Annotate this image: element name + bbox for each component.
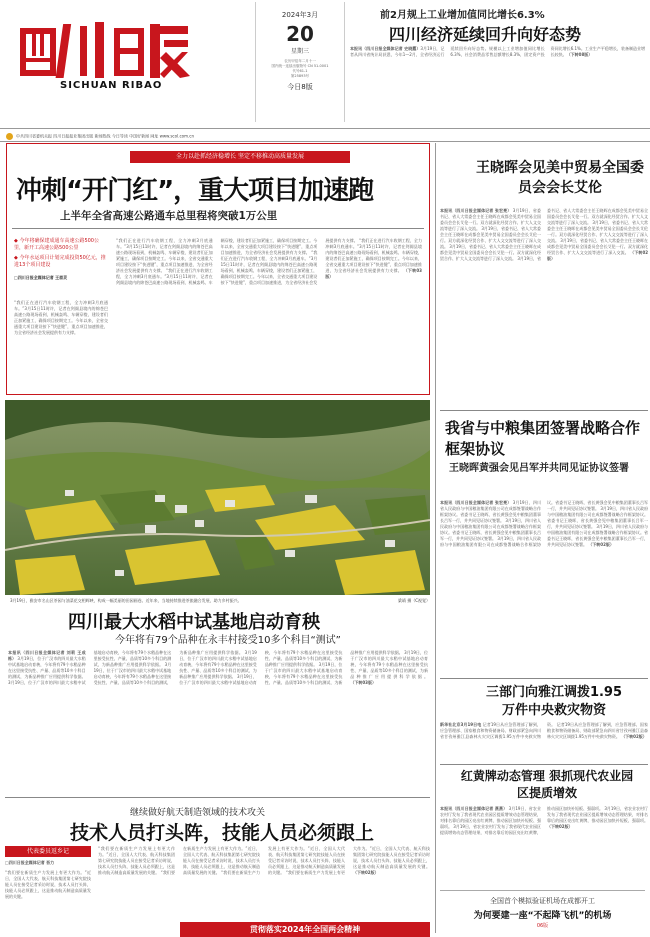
lead-headline[interactable]: 冲刺“开门红”，重大项目加速跑 [16,176,374,206]
lead-photo[interactable] [5,400,430,595]
serial-number: 第25893号 [290,74,310,78]
story1-text: 3月19日，省委书记、省人大常委会主任王晓晖在成都会见美中贸易全国委员会会长艾伦一行。双方就深化经贸合作、扩大人文交流等进行了深入交流。 [440,244,541,261]
divider [440,678,648,679]
pub-number: 国内统一连续出版物号 CN 51-0001 [271,64,329,68]
tech-body-text: “我们要在新质生产力发展上有更大作为。”近日，全国人大代表、航天科技集团第七研究院技能人员在接受记者采访时说，技术人员打头阵，技能人员必须跟上，这是推动航天制造高质量发展的关键。 [221,846,345,875]
rice-body [8,650,428,790]
lead-tail[interactable]: （下转03版） [325,268,422,279]
rice-body-text: 3月19日，位于广汉市的四川最大水稻中试基地启动育秧，今年将有79个水稻品种在这里接受抗性、产量、品质等10多个科目的测试，为新品种推广应用提供科学依据。 [179,650,257,679]
today-pages: 今日8版 [287,83,313,91]
masthead-info-bar [0,128,650,142]
story4-text: 3月19日，省农业农村厅发布了我省现代农业园区提质增效动态管理结果，对排名靠后的园区亮出红黄牌，推动园区加快补短板、强弱项。 [547,806,648,823]
rice-subhead: 今年将有79个品种在永丰村接受10多个科目“测试” [115,635,341,646]
story1-body [440,208,648,406]
story3-body [440,722,648,762]
lead-body [116,238,422,390]
lead-bullets [14,238,108,281]
tech-byline: □四川日报全媒体记者 吾力 [5,860,55,865]
story1-byline: 本报讯（四川日报全媒体记者 张宏亮） [440,208,512,213]
story3-tail[interactable]: （下转02版） [621,734,647,739]
story1-text: 3月19日，省委书记、省人大常委会主任王晓晖在成都会见美中贸易全国委员会会长艾伦一行。双方就深化经贸合作、扩大人文交流等进行了深入交流。 [517,208,648,261]
lead-bullet: ◆ 今年将确保建成通车高速公路500公里，新开工高速公路500公里 [14,238,99,251]
divider [12,228,424,229]
story1-text: 3月19日，省委书记、省人大常委会主任王晓晖在成都会见美中贸易全国委员会会长艾伦一行。双方就深化经贸合作、扩大人文交流等进行了深入交流。 [440,208,541,231]
story1-text: 3月19日，省委书记、省人大常委会主任王晓晖在成都会见美中贸易全国委员会会长艾伦一行。双方就深化经贸合作、扩大人文交流等进行了深入交流。 [440,226,541,249]
promo-line1: 全国首个模拟验证机场在成都开工 [490,897,595,905]
year-month: 2024年3月 [281,11,319,19]
divider [440,764,648,765]
rice-byline: 本报讯（四川日报全媒体记者 刘莉 王成栋） [8,650,86,661]
rice-tail[interactable]: （下转03版） [350,680,376,685]
promo-box[interactable] [440,890,645,934]
rice-body-text: 3月19日，位于广汉市的四川最大水稻中试基地启动育秧，今年将有79个水稻品种在这里接受抗性、产量、品质等10多个科目的测试，为新品种推广应用提供科学依据。 [179,650,343,685]
story2-text: 3月19日，四川省人民政府与中国粮油集团有限公司在成都签署战略合作框架协议。省委书记王晓晖，省长黄强会见中粮集团董事长吕军一行，并共同见证协议签署。 [547,506,648,529]
day: 20 [286,22,314,46]
tech-body-text: “我们要在新质生产力发展上有更大作为。”近日，全国人大代表、航天科技集团第七研究院技能人员在接受记者采访时说，技术人员打头阵，技能人员必须跟上，这是推动航天制造高质量发展的关键。 [285,846,430,875]
story3-byline: 新华社北京3月19日电 [440,722,482,727]
lead-kicker: 全力以赴抓经济稳增长 坚定不移推动高质量发展 [130,151,350,163]
postal-code: 代号61-1 [292,69,308,73]
story3-headline[interactable]: 三部门向雅江调拨1.95万件中央救灾物资 [485,685,623,718]
story4-text: 3月19日，省农业农村厅发布了我省现代农业园区提质增效动态管理结果，对排名靠后的园区亮出红黄牌，推动园区加快补短板、强弱项。 [440,806,541,829]
story4-tail[interactable]: （下转02版） [547,824,573,829]
photo-caption-text: 3月19日，雅安市名山区茶园与油菜花交相辉映，构成一幅美丽的田园画卷。近年来，当地持续推进茶旅融合发展，助力乡村振兴。 [10,598,242,603]
story2-text: 3月19日，四川省人民政府与中国粮油集团有限公司在成都签署战略合作框架协议。省委书记王晓晖，省长黄强会见中粮集团董事长吕军一行，并共同见证协议签署。 [440,500,648,547]
tech-body [98,846,430,920]
lead-body-text: “我们正在进行汽车收钢工程，全力冲刺3月底通车。”3月15日11时许，记者在剑阁县境内的绵苍巴高速公路现场看到，机械轰鸣、车辆穿梭，建设者们正加紧施工，确保项目按期完工。今年以来，全省交通重大项目建设按下“快进键”，重点项目加速推进，为全省经济社会发展提供有力支撑。 [325,238,422,273]
tech-body-col1: “我们要在新质生产力发展上有更大作为。”近日，全国人大代表、航天科技集团第七研究院技能人员在接受记者采访时说，技术人员打头阵，技能人员必须跟上，这是推动航天制造高质量发展的关键。 [5,870,91,899]
story1-text: 3月19日，省委书记、省人大常委会主任王晓晖在成都会见美中贸易全国委员会会长艾伦一行。双方就深化经贸合作、扩大人文交流等进行了深入交流。 [547,220,648,243]
rice-body-text: 3月19日，位于广汉市的四川最大水稻中试基地启动育秧，今年将有79个水稻品种在这里接受抗性、产量、品质等10多个科目的测试，为新品种推广应用提供科学依据。 [8,656,86,679]
lead-bullet: ◆ 今年水运项目计划完成投资50亿元，推进13个项目建设 [14,255,106,268]
rice-body-text: 3月19日，位于广汉市的四川最大水稻中试基地启动育秧，今年将有79个水稻品种在这里接受抗性、产量、品质等10多个科目的测试，为新品种推广应用提供科学依据。 [264,650,403,685]
story1-text: 3月19日，省委书记、省人大常委会主任王晓晖在成都会见美中贸易全国委员会会长艾伦一行。双方就深化经贸合作、扩大人文交流等进行了深入交流。 [547,238,648,255]
lead-byline: □四川日报全媒体记者 王眉灵 [14,275,68,280]
top-story-body [350,46,645,124]
lead-body-text: “我们正在进行汽车收钢工程，全力冲刺3月底通车。”3月15日11时许，记者在剑阁县境内的绵苍巴高速公路现场看到，机械轰鸣、车辆穿梭，建设者们正加紧施工，确保项目按期完工。今年以来，全省交通重大项目建设按下“快进键”，重点项目加速推进，为全省经济社会发展提供有力支撑。 [116,238,213,273]
lead-body-col1: “我们正在进行汽车收钢工程，全力冲刺3月底通车。”3月15日11时许，记者在剑阁县境内的绵苍巴高速公路现场看到，机械轰鸣、车辆穿梭，建设者们正加紧施工，确保项目按期完工。今年以来，全省交通重大项目建设按下“快进键”，重点项目加速推进，为全省经济社会发展提供有力支撑。 [14,300,108,335]
rice-body-text: 3月19日，位于广汉市的四川最大水稻中试基地启动育秧，今年将有79个水稻品种在这里接受抗性、产量、品质等10多个科目的测试，为新品种推广应用提供科学依据。 [93,650,244,685]
tech-headline[interactable]: 技术人员打头阵，技能人员必须跟上 [70,822,375,844]
story3-text: 记者19日从应急管理部了解到，应急管理部、国家粮食和物资储备局、财政部紧急向四川省甘孜州雅江县森林火灾灾区调拨1.95万件中央救灾物资。 [547,722,648,739]
rice-headline[interactable]: 四川最大水稻中试基地启动育秧 [68,612,320,633]
tech-tail[interactable]: （下转02版） [353,870,379,875]
lunar-date: 农历甲辰年二月十一 [284,59,316,63]
story2-text: 3月19日，四川省人民政府与中国粮油集团有限公司在成都签署战略合作框架协议。省委书记王晓晖，省长黄强会见中粮集团董事长吕军一行，并共同见证协议签署。 [440,518,542,541]
story3-text: 记者19日从应急管理部了解到，应急管理部、国家粮食和物资储备局、财政部紧急向四川省甘孜州雅江县森林火灾灾区调拨1.95万件中央救灾物资。 [440,722,556,739]
lead-body-text: “我们正在进行汽车收钢工程，全力冲刺3月底通车。”3月15日11时许，记者在剑阁县境内的绵苍巴高速公路现场看到，机械轰鸣、车辆穿梭，建设者们正加紧施工，确保项目按期完工。今年以来，全省交通重大项目建设按下“快进键”，重点项目加速推进，为全省经济社会发展提供有力支撑。 [116,238,318,285]
info-bar-text: 中共四川省委机关报 四川日报报业集团出版 新闻热线 今日导读 中国好新闻 网址 www.scol.com.cn [16,133,195,139]
weekday: 星期三 [290,48,309,55]
story2-text: 3月19日，四川省人民政府与中国粮油集团有限公司在成都签署战略合作框架协议。省委书记王晓晖，省长黄强会见中粮集团董事长吕军一行，并共同见证协议签署。 [440,500,541,523]
lead-subhead: 上半年全省高速公路通车总里程将突破1万公里 [60,210,278,222]
story2-tail[interactable]: （下转02版） [588,542,614,547]
story2-body [440,500,648,675]
divider [440,410,648,411]
promo-line2: 为何要建一座“不起降飞机”的机场 [473,911,612,921]
story2-byline: 本报讯（四川日报全媒体记者 张宏亮） [440,500,512,505]
story1-headline[interactable]: 王晓晖会见美中贸易全国委员会会长艾伦 [476,160,644,196]
date-box [255,2,345,122]
award-badge-icon [6,133,13,140]
story2-headline[interactable]: 我省与中粮集团签署战略合作框架协议 [445,419,641,458]
masthead-english: SICHUAN RIBAO [60,80,163,91]
lead-body-text: “我们正在进行汽车收钢工程，全力冲刺3月底通车。”3月15日11时许，记者在剑阁县境内的绵苍巴高速公路现场看到，机械轰鸣、车辆穿梭，建设者们正加紧施工，确保项目按期完工。今年以来，全省交通重大项目建设按下“快进键”，重点项目加速推进，为全省经济社会发展提供有力支撑。 [220,238,358,285]
photo-caption [10,598,430,604]
story2-subhead: 王晓晖黄强会见吕军并共同见证协议签署 [449,463,629,474]
top-story-kicker[interactable]: 前2月规上工业增加值同比增长6.3% [380,10,545,21]
column-divider [435,143,436,933]
story2-text: 3月19日，四川省人民政府与中国粮油集团有限公司在成都签署战略合作框架协议。省委书记王晓晖，省长黄强会见中粮集团董事长吕军一行，并共同见证协议签署。 [547,524,648,547]
story4-byline: 本报讯（四川日报全媒体记者 燕燕） [440,806,508,811]
story1-tail[interactable]: （下转02版） [547,250,648,261]
promo-page: 06版 [536,923,549,929]
story4-headline[interactable]: 红黄牌动态管理 狠抓现代农业园区提质增效 [460,769,634,800]
bottom-banner: 贯彻落实2024年全国两会精神 [180,922,430,937]
masthead-logo [18,18,194,84]
top-story-byline: 本报讯（四川日报全媒体记者 史晓露） [350,46,421,51]
top-story-text: 3月19日，记者从四川省统计局获悉，今年1—2月，全省经济运行延续回升向好态势。规模以上工业增加值同比增长6.3%，社会消费品零售总额增长8.3%，固定资产投资同比增长6.1%。工业生产平稳增长，装备制造业增长较快。 [350,46,645,57]
rice-body-text: 3月19日，位于广汉市的四川最大水稻中试基地启动育秧，今年将有79个水稻品种在这里接受抗性、产量、品质等10多个科目的测试，为新品种推广应用提供科学依据。 [8,650,172,685]
top-story-tail[interactable]: （下转08版） [566,52,593,57]
tech-kicker: 继续做好航天制造领域的技术攻关 [130,808,266,818]
tech-body-text: “我们要在新质生产力发展上有更大作为。”近日，全国人大代表、航天科技集团第七研究院技能人员在接受记者采访时说，技术人员打头阵，技能人员必须跟上，这是推动航天制造高质量发展的关键。 [160,846,260,875]
column-label: 代表委员返乡记 [5,846,91,857]
top-story-headline[interactable]: 四川经济延续回升向好态势 [389,25,582,44]
divider [5,797,430,798]
story4-text: 3月19日，省农业农村厅发布了我省现代农业园区提质增效动态管理结果，对排名靠后的园区亮出红黄牌，推动园区加快补短板、强弱项。 [440,806,604,835]
story4-body [440,806,648,886]
tech-body-text: “我们要在新质生产力发展上有更大作为。”近日，全国人大代表、航天科技集团第七研究院技能人员在接受记者采访时说，技术人员打头阵，技能人员必须跟上，这是推动航天制造高质量发展的关键。 [98,846,175,875]
photo-credit: 梁靖 摄（C视觉） [397,598,430,603]
rice-body-text: 3月19日，位于广汉市的四川最大水稻中试基地启动育秧，今年将有79个水稻品种在这里接受抗性、产量、品质等10多个科目的测试，为新品种推广应用提供科学依据。 [350,650,428,679]
